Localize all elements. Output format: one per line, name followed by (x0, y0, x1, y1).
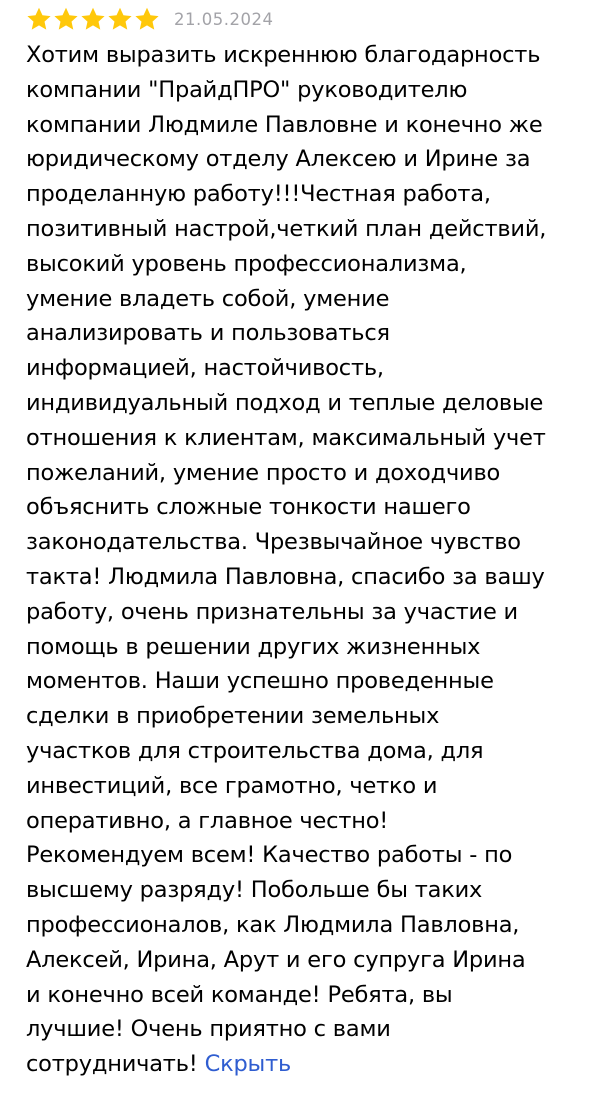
star-icon (80, 6, 106, 32)
review-body: Хотим выразить искреннюю благодарность компании "ПрайдПРО" руководителю компании Людмиле Павловне и конечно же юридическому отделу Алексею и Ирине за проделанную работу!!!Честная работа, позитивный настрой,четкий план действий, высокий уровень профессионализма, умение владеть собой, умение анализировать и пользоваться информацией, настойчивость, индивидуальный подход и теплые деловые отношения к клиентам, максимальный учет пожеланий, умение просто и доходчиво объяснить сложные тонкости нашего законодательства. Чрезвычайное чувство такта! Людмила Павловна, спасибо за вашу работу, очень признательны за участие и помощь в решении других жизненных моментов. Наши успешно проведенные сделки в приобретении земельных участков для строительства дома, для инвестиций, все грамотно, четко и оперативно, а главное честно! Рекомендуем всем! Качество работы - по высшему разряду! Побольше бы таких профессионалов, как Людмила Павловна, Алексей, Ирина, Арут и его супруга Ирина и конечно всей команде! Ребята, вы лучшие! Очень приятно с вами сотрудничать! (26, 42, 547, 1078)
rating-stars (26, 6, 160, 32)
star-icon (134, 6, 160, 32)
star-icon (53, 6, 79, 32)
review-header (26, 0, 588, 38)
review-text (26, 38, 588, 1082)
star-icon (107, 6, 133, 32)
hide-review-link[interactable]: Скрыть (204, 1051, 292, 1078)
review-date: 21.05.2024 (174, 9, 274, 29)
star-icon (26, 6, 52, 32)
